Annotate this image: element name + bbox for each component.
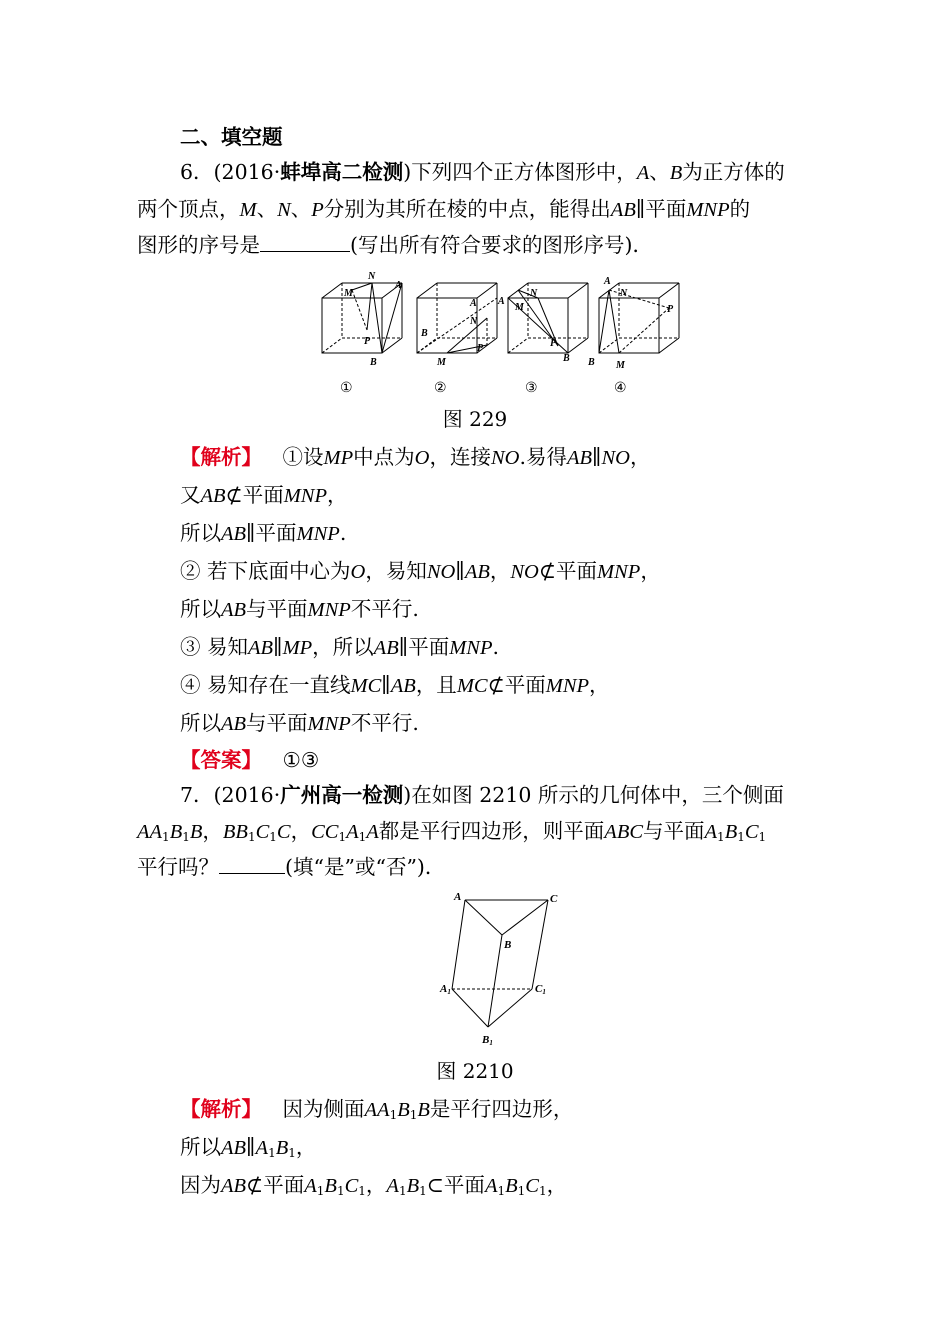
vertex-label-A: A [454, 891, 462, 903]
math: AB [221, 1175, 247, 1197]
text: )在如图 2210 所示的几何体中，三个侧面 [403, 783, 784, 807]
text: ， [365, 1173, 387, 1197]
subscript: 1 [288, 1146, 296, 1160]
text: ② 若下底面中心为 [180, 559, 351, 583]
text: 不平行. [350, 597, 419, 621]
math: A [704, 821, 718, 843]
q7-line-1 [180, 781, 784, 809]
math: MC [456, 675, 488, 697]
subscript: 1 [398, 1184, 407, 1198]
subfig-number: ③ [525, 381, 538, 396]
text: 分别为其所在棱的中点，能得出 [323, 197, 611, 221]
math: C [276, 821, 291, 843]
q6-analysis-6 [180, 633, 499, 662]
answer-blank [260, 233, 350, 252]
math: N [277, 199, 291, 221]
text: ∥平面 [246, 521, 297, 545]
subscript: 1 [758, 830, 767, 844]
letter: A [440, 983, 448, 995]
cube-2 [417, 283, 497, 353]
text: ， [489, 559, 511, 583]
math: B [505, 1175, 518, 1197]
vertex-label-B1 [481, 1034, 493, 1047]
text: ， [629, 445, 651, 469]
text: 所以 [180, 521, 221, 545]
text: ①设 [282, 445, 324, 469]
math: MNP [296, 523, 340, 545]
section-title: 二、填空题 [180, 125, 283, 149]
text: ⊄平面 [487, 673, 546, 697]
text: 7．(2016· [180, 783, 281, 807]
label: P [550, 338, 557, 349]
text: 平行吗？ [137, 855, 219, 879]
math: A [255, 1137, 269, 1159]
subscript: 1 [389, 1108, 398, 1122]
label: N [620, 288, 628, 299]
subscript: 1 [269, 830, 277, 844]
q6-answer [180, 746, 319, 774]
text: 中点为 [353, 445, 415, 469]
math: AB [390, 675, 416, 697]
text: 与平面 [246, 597, 308, 621]
text: (填“是”或“否”)． [285, 855, 446, 879]
math: A [636, 162, 650, 184]
subscript: 1 [358, 1184, 366, 1198]
text: ， [640, 559, 661, 583]
text: ⊄平面 [225, 483, 284, 507]
text: 所以 [180, 597, 221, 621]
math: B [189, 821, 203, 843]
cube-3 [508, 283, 588, 353]
subscript: 1 [489, 1039, 493, 1047]
text: ， [589, 673, 610, 697]
subscript: 1 [497, 1184, 506, 1198]
math: BB [222, 821, 248, 843]
label: N [530, 288, 538, 299]
text: 与平面 [246, 711, 308, 735]
q6-analysis-8 [180, 709, 419, 738]
math: B [417, 1099, 430, 1121]
q7-analysis-2 [180, 1133, 316, 1167]
math: NO [601, 447, 630, 469]
subscript: 1 [162, 830, 170, 844]
text: ∥平面 [398, 635, 450, 659]
math: AB [221, 523, 247, 545]
math: MNP [449, 637, 493, 659]
math: M [239, 199, 257, 221]
text: ∥ [246, 1135, 256, 1159]
q6-analysis-7 [180, 671, 610, 700]
subscript: 1 [336, 1184, 345, 1198]
math: B [169, 821, 183, 843]
subscript: 1 [538, 1184, 547, 1198]
text: 、 [290, 197, 312, 221]
vertex-label-C: C [550, 893, 558, 905]
math: AB [566, 447, 593, 469]
math: AB [248, 637, 274, 659]
math: MNP [545, 675, 590, 697]
label: N [470, 316, 478, 327]
text: ③ 易知 [180, 635, 249, 659]
math: AA [364, 1099, 390, 1121]
q6-analysis-5 [180, 595, 419, 624]
subscript: 1 [517, 1184, 526, 1198]
math: A [386, 1175, 399, 1197]
label: A [604, 276, 611, 287]
math: AB [464, 561, 490, 583]
figure-229-cubes [310, 268, 690, 398]
math: A [346, 821, 359, 843]
math: B [275, 1137, 289, 1159]
math: AB [221, 1137, 247, 1159]
text: ∥ [592, 445, 602, 469]
math: C [744, 821, 759, 843]
text: )下列四个正方体图形中， [403, 160, 637, 184]
label: P [477, 343, 484, 354]
math: B [397, 1099, 410, 1121]
subscript: 1 [409, 1108, 418, 1122]
math: O [414, 447, 430, 469]
math: C [255, 821, 270, 843]
math: B [324, 1175, 337, 1197]
answer-blank [219, 855, 285, 874]
math: P [311, 199, 324, 221]
text: ∥ [455, 559, 465, 583]
subfig-number: ④ [614, 381, 627, 396]
label: P [364, 336, 371, 347]
subscript: 1 [182, 830, 190, 844]
text: ， [546, 1173, 568, 1197]
math: A [484, 1175, 498, 1197]
letter: B [482, 1034, 490, 1046]
math: MP [282, 637, 313, 659]
label: A [395, 280, 402, 291]
text: ， [290, 819, 312, 843]
answer-value: ①③ [282, 748, 320, 772]
math: B [406, 1175, 420, 1197]
math: O [350, 561, 366, 583]
vertex-label-C1 [535, 983, 546, 996]
cube-1 [322, 283, 402, 353]
math: NO [510, 561, 539, 583]
q6-analysis-3 [180, 519, 346, 548]
subfig-number: ② [434, 381, 447, 396]
math: MNP [307, 713, 351, 735]
q7-analysis-3 [180, 1171, 567, 1205]
letter: C [535, 983, 543, 995]
analysis-tag: 【解析】 [180, 1097, 262, 1121]
label: A [470, 298, 477, 309]
text: ，且 [415, 673, 457, 697]
text: ∥平面 [635, 197, 687, 221]
text: 所以 [180, 711, 221, 735]
math: C [525, 1175, 539, 1197]
q6-line-1 [180, 158, 785, 187]
analysis-tag: 【解析】 [180, 445, 262, 469]
q6-analysis-1 [180, 443, 650, 472]
text: 不平行. [350, 711, 419, 735]
q6-analysis-4 [180, 557, 661, 586]
math: AB [200, 485, 226, 507]
math: MNP [686, 199, 730, 221]
math: B [724, 821, 738, 843]
figure-2210-prism [430, 886, 560, 1051]
math: A [304, 1175, 317, 1197]
q6-analysis-2 [180, 481, 348, 510]
text: ，易知 [365, 559, 427, 583]
text: 的 [729, 197, 751, 221]
text: ， [327, 483, 348, 507]
source-bold: 蚌埠高二检测 [280, 160, 404, 184]
text: ∥ [381, 673, 391, 697]
text: 为正方体的 [682, 160, 785, 184]
math: ABC [604, 821, 644, 843]
text: 因为 [180, 1173, 221, 1197]
q7-line-2 [137, 817, 766, 851]
text: . [339, 521, 347, 545]
label: M [515, 302, 524, 313]
label: B [370, 357, 377, 368]
math: MNP [597, 561, 641, 583]
text: ， [295, 1135, 317, 1159]
math: MNP [283, 485, 328, 507]
math: AB [221, 713, 247, 735]
text: 与平面 [643, 819, 705, 843]
text: 又 [180, 483, 201, 507]
vertex-label-A1 [439, 983, 451, 996]
subscript: 1 [338, 830, 347, 844]
math: AB [221, 599, 247, 621]
label: M [344, 288, 353, 299]
subscript: 1 [717, 830, 725, 844]
math: AB [373, 637, 399, 659]
math: AB [610, 199, 636, 221]
text: .易得 [519, 445, 567, 469]
label: B [421, 328, 428, 339]
text: ④ 易知存在一直线 [180, 673, 351, 697]
math: MC [350, 675, 382, 697]
q7-analysis-1 [180, 1095, 573, 1129]
subscript: 1 [316, 1184, 325, 1198]
cube-4 [599, 283, 679, 353]
subfig-number: ① [340, 381, 353, 396]
subscript: 1 [419, 1184, 427, 1198]
source-bold: 广州高一检测 [280, 783, 404, 807]
label: M [616, 360, 625, 371]
text: 都是平行四边形，则平面 [378, 819, 605, 843]
subscript: 1 [247, 830, 256, 844]
text: . [492, 635, 500, 659]
text: ∥ [273, 635, 283, 659]
subscript: 1 [447, 988, 451, 996]
text: ⊄平面 [538, 559, 598, 583]
text: ⊂平面 [426, 1173, 485, 1197]
label: P [667, 304, 674, 315]
q6-line-2 [137, 195, 750, 224]
math: A [366, 821, 379, 843]
text: ⊄平面 [246, 1173, 305, 1197]
figure-caption: 图 2210 [436, 1059, 514, 1083]
subscript: 1 [358, 830, 367, 844]
label: N [368, 271, 376, 282]
math: B [669, 162, 683, 184]
math: NO [426, 561, 456, 583]
subscript: 1 [268, 1146, 276, 1160]
subscript: 1 [542, 988, 546, 996]
text: 是平行四边形， [429, 1097, 574, 1121]
text: 因为侧面 [282, 1097, 365, 1121]
text: ，所以 [312, 635, 374, 659]
label: A [498, 296, 505, 307]
q7-line-3 [137, 853, 445, 881]
text: 图形的序号是 [137, 233, 260, 257]
text: 、 [649, 160, 670, 184]
text: 、 [256, 197, 278, 221]
math: MP [323, 447, 354, 469]
label: B [588, 357, 595, 368]
label: B [563, 353, 570, 364]
math: MNP [307, 599, 351, 621]
text: (写出所有符合要求的图形序号)． [350, 233, 653, 257]
figure-caption: 图 229 [442, 407, 508, 431]
math: C [344, 1175, 359, 1197]
text: ， [202, 819, 223, 843]
text: 两个顶点， [137, 197, 240, 221]
text: ，连接 [429, 445, 491, 469]
text: 6．(2016· [180, 160, 281, 184]
subscript: 1 [737, 830, 745, 844]
vertex-label-B: B [504, 939, 512, 951]
math: CC [311, 821, 339, 843]
q6-line-3 [137, 231, 653, 259]
text: 所以 [180, 1135, 221, 1159]
math: NO [490, 447, 520, 469]
answer-tag: 【答案】 [180, 748, 262, 772]
math: AA [137, 821, 163, 843]
label: M [437, 357, 446, 368]
